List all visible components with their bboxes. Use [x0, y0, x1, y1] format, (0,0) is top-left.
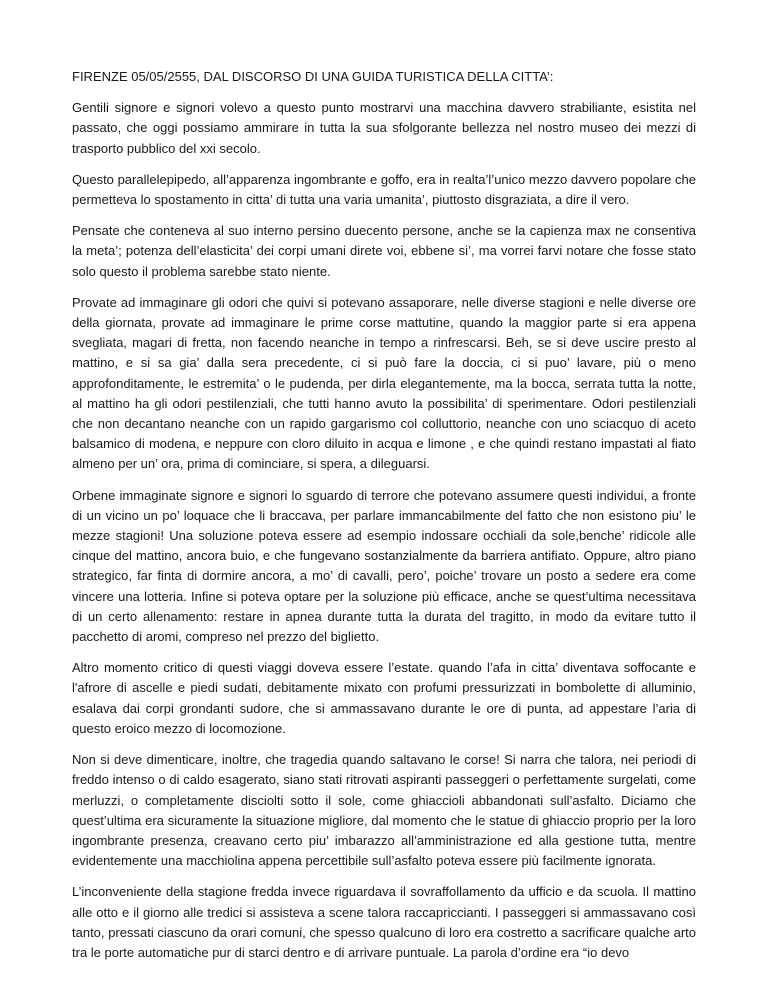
- document-page: [72, 67, 696, 974]
- paragraph: Provate ad immaginare gli odori che quivi si potevano assaporare, nelle diverse stagioni e nelle diverse ore della giornata, provate ad immaginare le prime corse mattutine, quando la maggior parte si era appena svegliata, magari di fretta, non facendo neanche in tempo a rinfrescarsi. Beh, se si deve uscire presto al mattino, e si sa gia’ dalla sera precedente, ci si può fare la doccia, ci si puo’ lavare, più o meno approfonditamente, le estremita’ o le pudenda, per dirla elegantemente, ma la bocca, serrata tutta la notte, al mattino ha gli odori pestilenziali, che tutti hanno avuto la possibilita’ di sperimentare. Odori pestilenziali che non decantano neanche con un rapido gargarismo col colluttorio, neanche con uno sciacquo di aceto balsamico di modena, e neppure con cloro diluito in acqua e limone , e che quindi restano impastati al fiato almeno per un’ ora, prima di cominciare, si spera, a dileguarsi.: [72, 294, 696, 472]
- paragraph: Pensate che conteneva al suo interno persino duecento persone, anche se la capienza max ne consentiva la meta’; potenza dell’elasticita’ dei corpi umani direte voi, ebbene si’, ma vorrei farvi notare che fosse stato solo questo il problema sarebbe stato niente.: [72, 223, 696, 279]
- paragraph: Gentili signore e signori volevo a questo punto mostrarvi una macchina davvero strabiliante, esistita nel passato, che oggi possiamo ammirare in tutta la sua sfolgorante bellezza nel nostro museo dei mezzi di trasporto pubblico del xxi secolo.: [72, 100, 696, 156]
- paragraph: Altro momento critico di questi viaggi doveva essere l’estate. quando l’afa in citta’ diventava soffocante e l'afrore di ascelle e piedi sudati, debitamente mixato con profumi pressurizzati in bombolette di alluminio, esalava dai corpi grondanti sudore, che si ammassavano durante le ore di punta, ad appestare l’aria di questo eroico mezzo di locomozione.: [72, 660, 696, 736]
- paragraph: L’inconveniente della stagione fredda invece riguardava il sovraffollamento da ufficio e da scuola. Il mattino alle otto e il giorno alle tredici si assisteva a scene talora raccapriccianti. I passeggeri si ammassavano così tanto, pressati ciascuno da orari comuni, che spesso qualcuno di loro era costretto a sacrificare qualche arto tra le porte automatiche pur di starci dentro e di arrivare puntuale. La parola d’ordine era “io devo: [72, 884, 696, 960]
- document-heading: FIRENZE 05/05/2555, DAL DISCORSO DI UNA GUIDA TURISTICA DELLA CITTA’:: [72, 69, 554, 84]
- paragraph: Questo parallelepipedo, all’apparenza ingombrante e goffo, era in realta’l’unico mezzo davvero popolare che permetteva lo spostamento in citta’ di tutta una varia umanita’, piuttosto disgraziata, a dire il vero.: [72, 171, 696, 208]
- paragraph: Non si deve dimenticare, inoltre, che tragedia quando saltavano le corse! Si narra che talora, nei periodi di freddo intenso o di caldo esagerato, siano stati ritrovati aspiranti passeggeri o perfettamente surgelati, come merluzzi, o completamente disciolti sotto il sole, come ghiaccioli abbandonati sull’asfalto. Diciamo che quest’ultima era sicuramente la situazione migliore, dal momento che le statue di ghiaccio proprio per la loro ingombrante presenza, creavano certo piu’ imbarazzo all’amministrazione ed alla gestione tutta, mentre evidentemente una macchiolina appena percettibile sull’asfalto poteva essere più facilmente ignorata.: [72, 752, 696, 869]
- paragraph: Orbene immaginate signore e signori lo sguardo di terrore che potevano assumere questi individui, a fronte di un vicino un po’ loquace che li braccava, per parlare immancabilmente del fatto che non esistono piu’ le mezze stagioni! Una soluzione poteva essere ad esempio indossare occhiali da sole,benche’ ridicole alle cinque del mattino, ancora buio, e che fungevano sostanzialmente da barriera antifiato. Oppure, altro piano strategico, far finta di dormire ancora, a mo’ di cavalli, pero’, poiche’ trovare un posto a sedere era come vincere una lotteria. Infine si poteva optare per la soluzione più efficace, anche se quest’ultima necessitava di un certo allenamento: restare in apnea durante tutta la durata del tragitto, in modo da evitare tutto il pacchetto di aromi, compreso nel prezzo del biglietto.: [72, 487, 696, 645]
